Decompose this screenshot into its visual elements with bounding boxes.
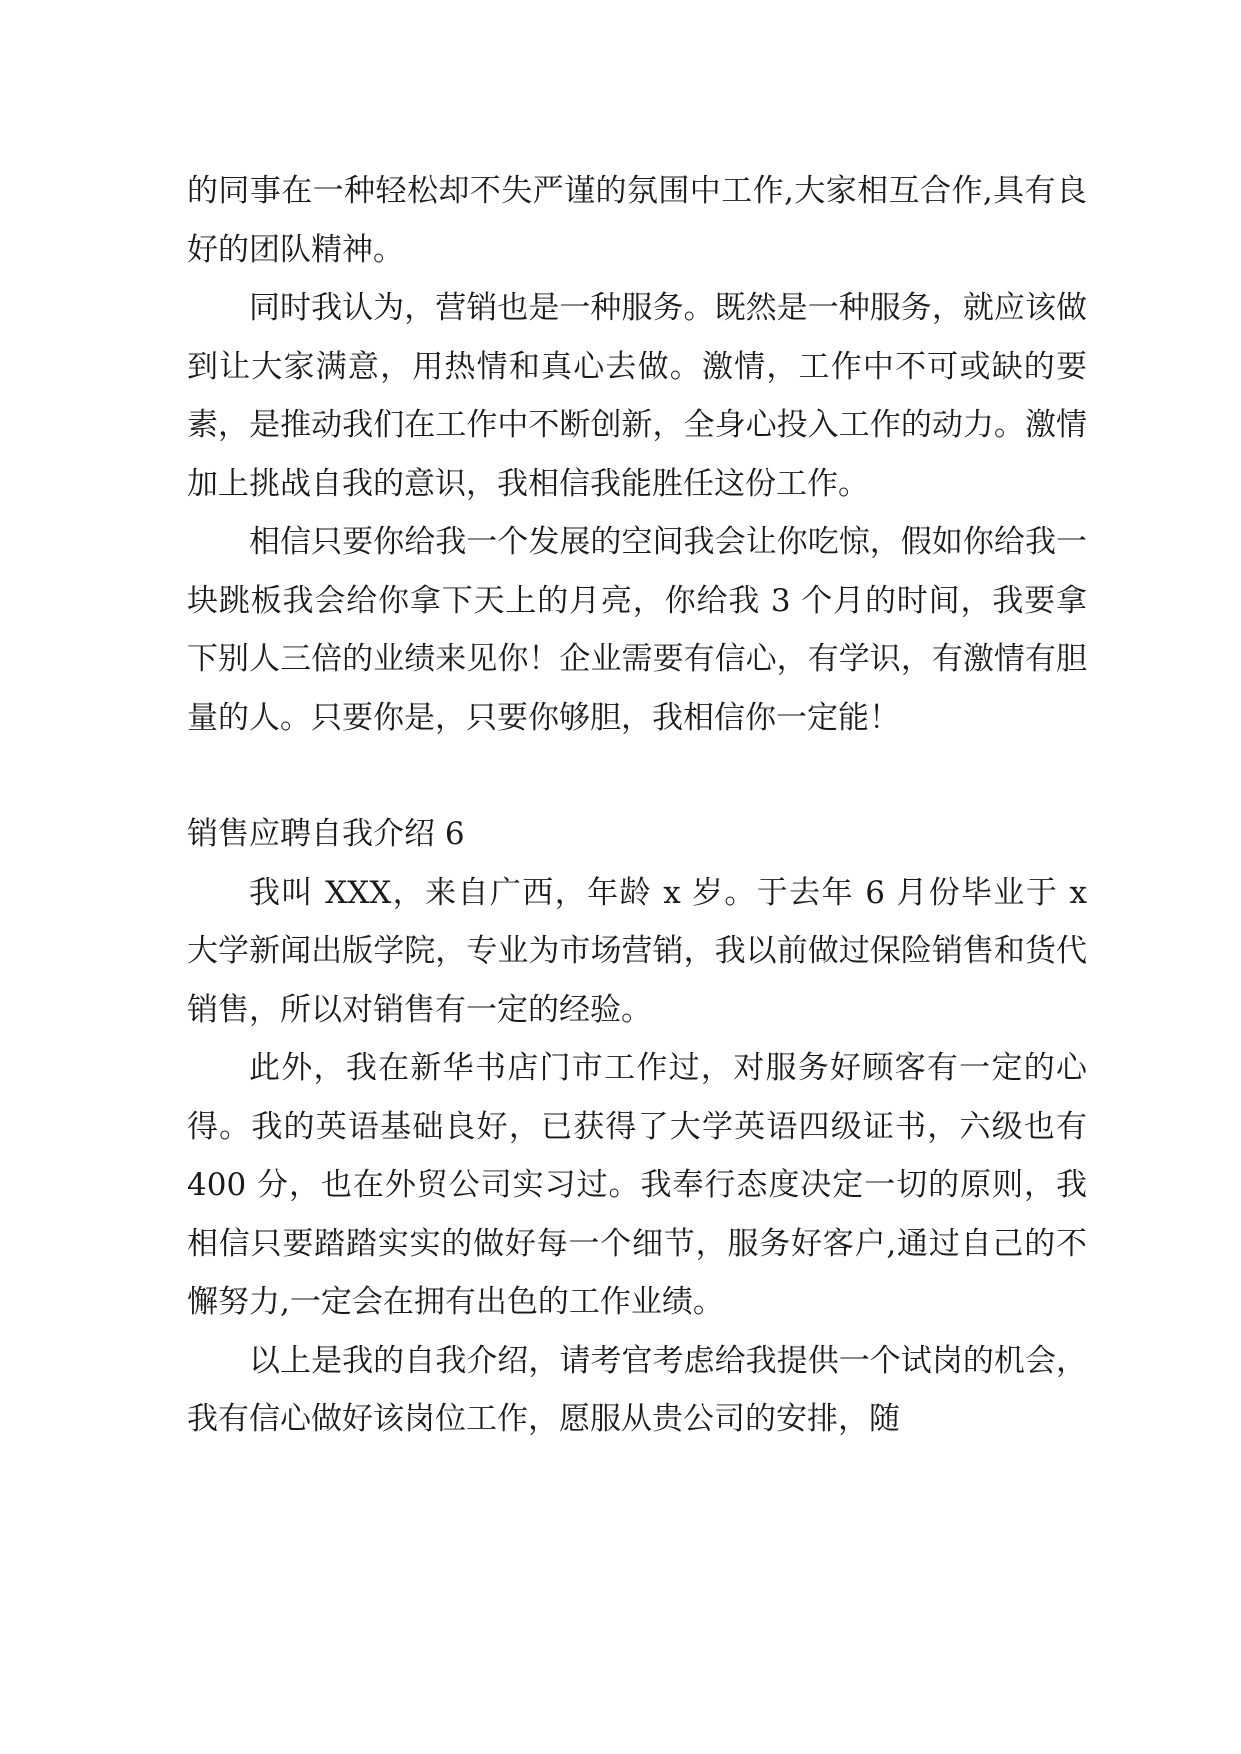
paragraph: 此外，我在新华书店门市工作过，对服务好顾客有一定的心得。我的英语基础良好，已获得了大学英语四级证书，六级也有 400 分，也在外贸公司实习过。我奉行态度决定一切的原则，我相信只要踏踏实实的做好每一个细节，服务好客户,通过自己的不懈努力,一定会在拥有出色的工作业绩。 bbox=[187, 1050, 1087, 1320]
paragraph: 以上是我的自我介绍，请考官考虑给我提供一个试岗的机会，我有信心做好该岗位工作，愿服从贵公司的安排，随 bbox=[187, 1342, 1087, 1437]
paragraph: 同时我认为，营销也是一种服务。既然是一种服务，就应该做到让大家满意，用热情和真心去做。激情，工作中不可或缺的要素，是推动我们在工作中不断创新，全身心投入工作的动力。激情加上挑战自我的意识，我相信我能胜任这份工作。 bbox=[187, 290, 1087, 502]
paragraph: 的同事在一种轻松却不失严谨的氛围中工作,大家相互合作,具有良好的团队精神。 bbox=[187, 173, 1087, 268]
document-body bbox=[187, 162, 1087, 1449]
section-heading: 销售应聘自我介绍 6 bbox=[187, 816, 465, 852]
paragraph: 我叫 XXX，来自广西，年龄 x 岁。于去年 6 月份毕业于 x 大学新闻出版学院，专业为市场营销，我以前做过保险销售和货代销售，所以对销售有一定的经验。 bbox=[187, 874, 1087, 1028]
paragraph: 相信只要你给我一个发展的空间我会让你吃惊，假如你给我一块跳板我会给你拿下天上的月亮，你给我 3 个月的时间，我要拿下别人三倍的业绩来见你！企业需要有信心，有学识，有激情有胆量的人。只要你是，只要你够胆，我相信你一定能！ bbox=[187, 524, 1087, 736]
